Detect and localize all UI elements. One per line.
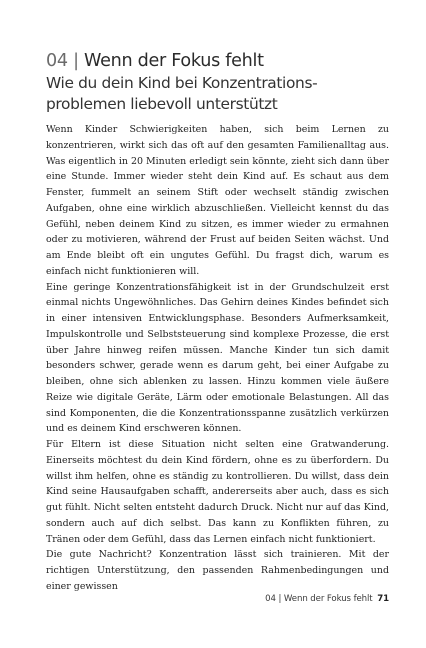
paragraph: Eine geringe Konzentrationsfähigkeit ist in der Grundschulzeit erst einmal nichts Ungewöhnliches. Das Gehirn deines Kindes befindet sich in einer intensiven Entwicklungsphase. Besonders Aufmerksamkeit, Impulskontrolle und Selbststeuerung sind komplexe Prozesse, die erst über Jahre hinweg reifen müssen. Manche Kinder tun sich damit besonders schwer, gerade wenn es darum geht, bei einer Aufgabe zu bleiben, ohne sich ablenken zu lassen. Hinzu kommen viele äußere Reize wie digitale Geräte, Lärm oder emotionale Belastungen. All das sind Komponenten, die die Konzentrationsspanne zusätzlich verkürzen und es deinem Kind erschweren können. <box>46 281 389 435</box>
paragraph: Wenn Kinder Schwierigkeiten haben, sich beim Lernen zu konzentrieren, wirkt sich das oft auf den gesamten Familienalltag aus. Was eigentlich in 20 Minuten erledigt sein könnte, zieht sich dann über eine Stunde. Immer wieder steht dein Kind auf. Es schaut aus dem Fenster, fummelt an seinem Stift oder wechselt ständig zwischen Aufgaben, ohne eine wirklich abzuschließen. Vielleicht kennst du das Gefühl, neben deinem Kind zu sitzen, es immer wieder zu ermahnen oder zu motivieren, während der Frust auf beiden Seiten wächst. Und am Ende bleibt oft ein ungutes Gefühl. Du fragst dich, warum es einfach nicht funktionieren will. <box>46 124 390 277</box>
chapter-title-text: Wenn der Fokus fehlt <box>84 51 264 71</box>
paragraph: Für Eltern ist diese Situation nicht selten eine Gratwanderung. Einerseits möchtest du dein Kind fördern, ohne es zu überfordern. Du willst ihm helfen, ohne es ständig zu kontrollieren. Du willst, dass dein Kind seine Hausaufgaben schafft, andererseits aber auch, dass es sich gut fühlt. Nicht selten entsteht dadurch Druck. Nicht nur auf das Kind, sondern auch auf dich selbst. Das kann zu Konflikten führen, zu Tränen oder dem Gefühl, dass das Lernen einfach nicht funktioniert. <box>46 439 389 545</box>
chapter-number: 04 <box>46 51 68 71</box>
chapter-subtitle-line-1: Wie du dein Kind bei Konzentrations- <box>46 74 318 92</box>
paragraph: Die gute Nachricht? Konzentration lässt sich trainieren. Mit der richtigen Unterstützung, den passenden Rahmenbedingungen und einer gewissen <box>46 549 389 592</box>
chapter-header <box>46 50 386 115</box>
body-text <box>46 122 389 595</box>
page-number: 71 <box>377 594 389 604</box>
chapter-separator: | <box>73 51 79 71</box>
page-footer <box>265 594 389 604</box>
chapter-title <box>46 50 386 73</box>
chapter-subtitle-line-2: problemen liebevoll unterstützt <box>46 95 278 113</box>
chapter-subtitle <box>46 73 386 115</box>
running-head: 04 | Wenn der Fokus fehlt <box>265 594 373 604</box>
